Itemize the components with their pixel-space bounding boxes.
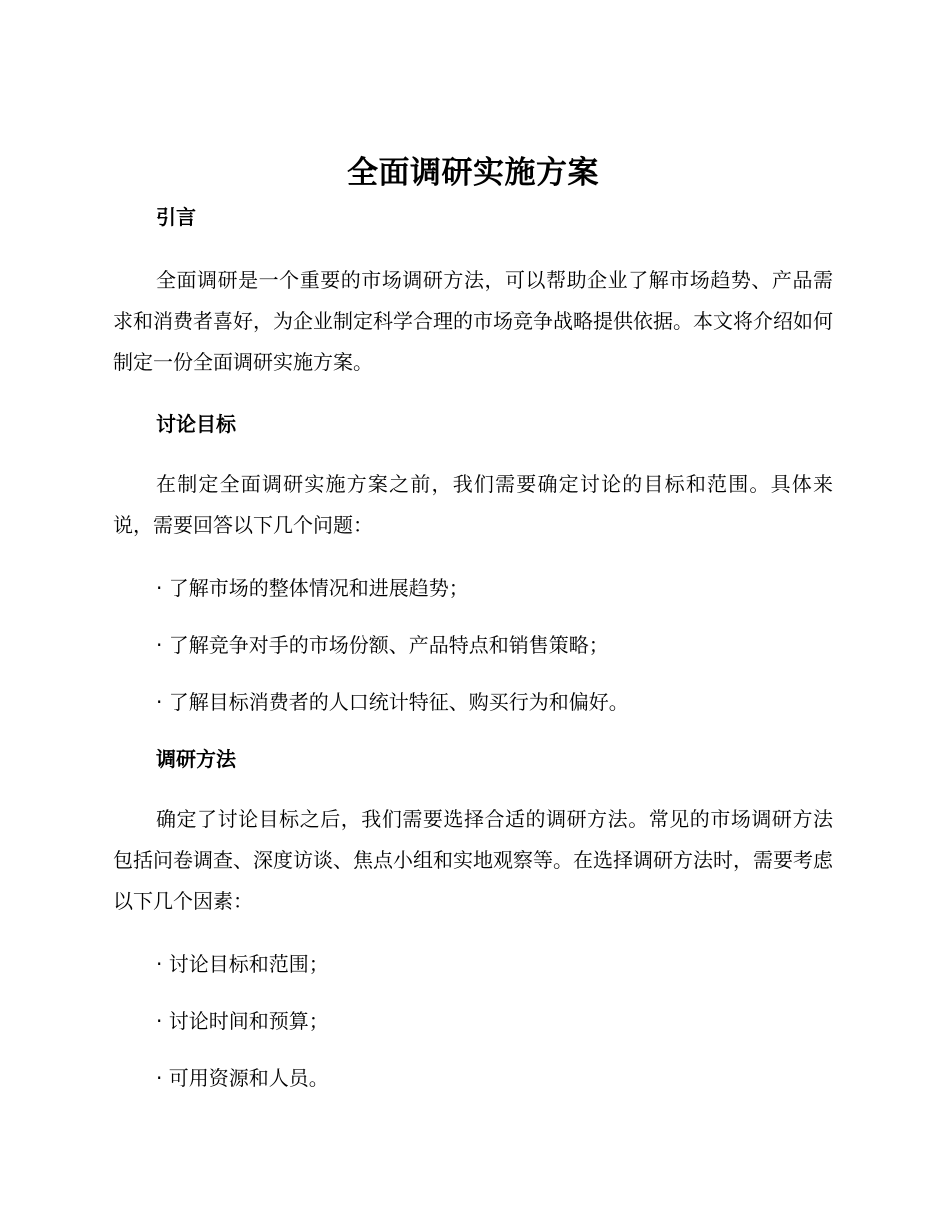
paragraph-goal: 在制定全面调研实施方案之前，我们需要确定讨论的目标和范围。具体来说，需要回答以下几个问题： — [113, 472, 833, 537]
bullet-item: · 可用资源和人员。 — [156, 1066, 329, 1090]
bullet-item: · 讨论目标和范围； — [156, 952, 329, 976]
section-heading-goal: 讨论目标 — [156, 412, 236, 436]
document-title: 全面调研实施方案 — [347, 155, 599, 191]
section-heading-intro: 引言 — [156, 205, 196, 229]
paragraph-intro: 全面调研是一个重要的市场调研方法，可以帮助企业了解市场趋势、产品需求和消费者喜好，为企业制定科学合理的市场竞争战略提供依据。本文将介绍如何制定一份全面调研实施方案。 — [113, 268, 833, 374]
bullet-item: · 讨论时间和预算； — [156, 1009, 329, 1033]
bullet-item: · 了解竞争对手的市场份额、产品特点和销售策略； — [156, 633, 609, 657]
paragraph-method: 确定了讨论目标之后，我们需要选择合适的调研方法。常见的市场调研方法包括问卷调查、深度访谈、焦点小组和实地观察等。在选择调研方法时，需要考虑以下几个因素： — [113, 807, 833, 913]
document-page — [113, 150, 833, 1093]
bullet-item: · 了解目标消费者的人口统计特征、购买行为和偏好。 — [156, 690, 629, 714]
bullet-item: · 了解市场的整体情况和进展趋势； — [156, 576, 469, 600]
section-heading-method: 调研方法 — [156, 747, 236, 771]
